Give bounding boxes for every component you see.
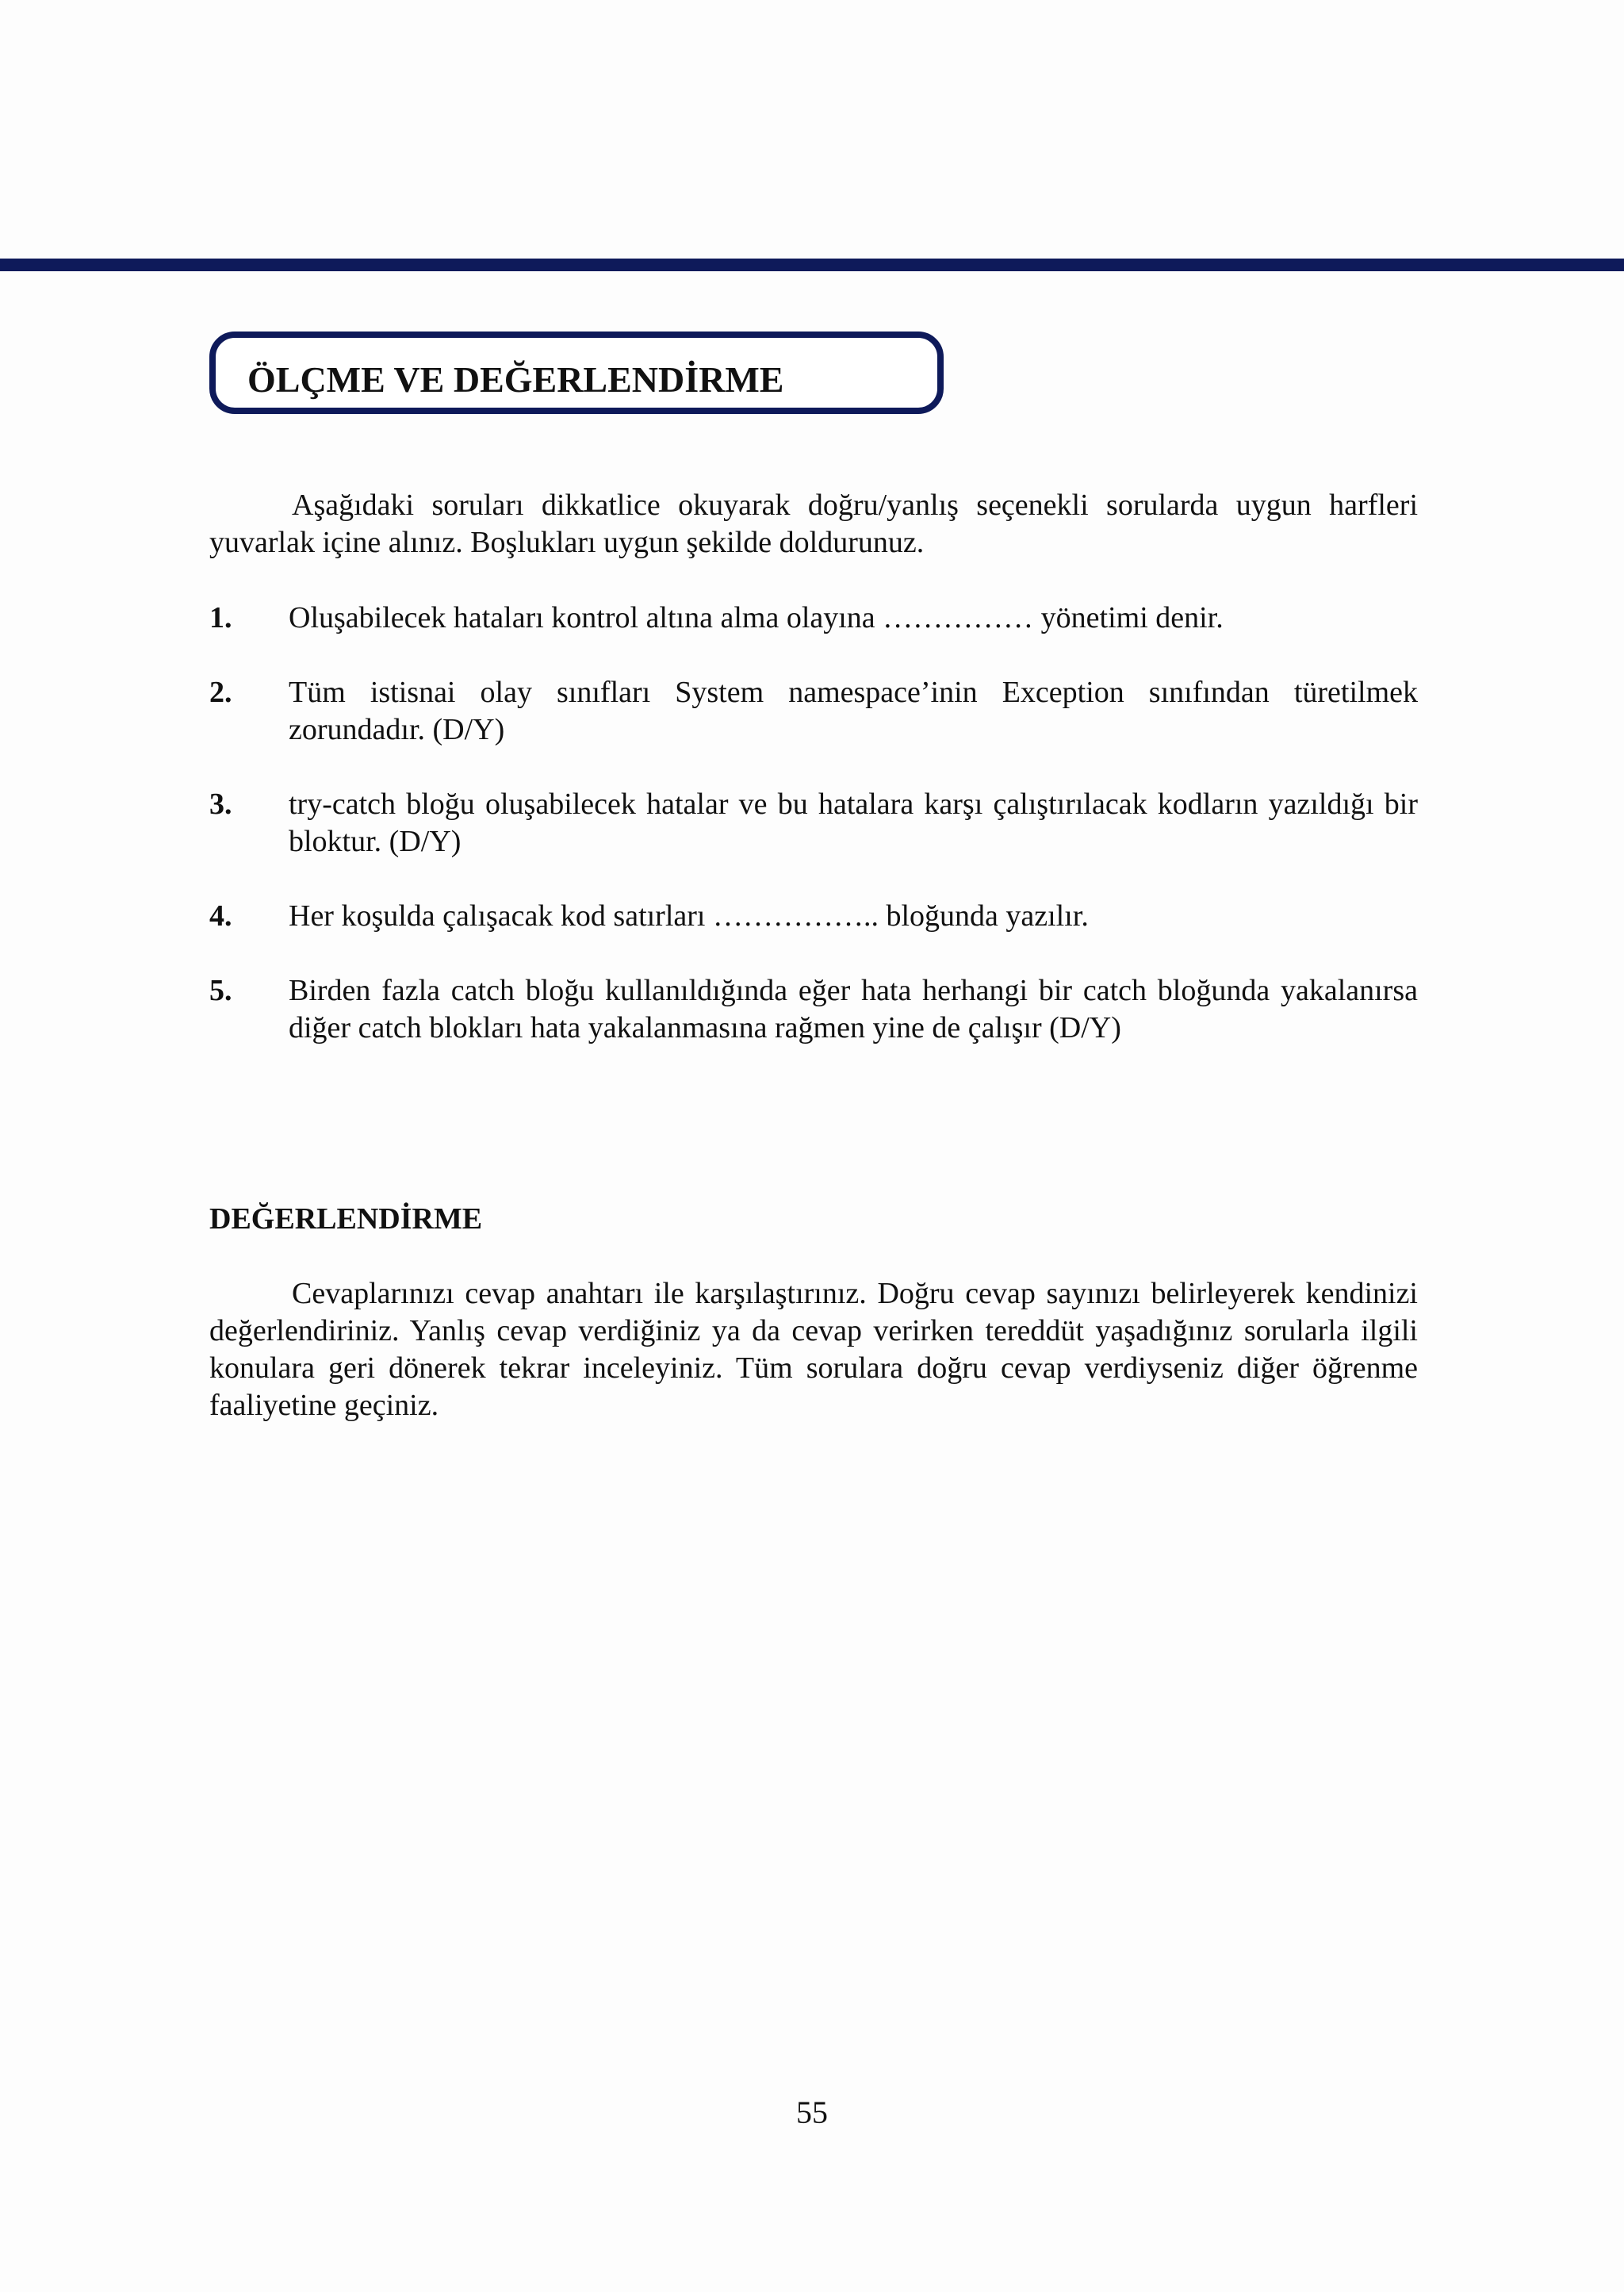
evaluation-heading: DEĞERLENDİRME (209, 1202, 483, 1236)
question-number: 3. (209, 788, 232, 821)
page-number: 55 (796, 2095, 828, 2130)
question-item (209, 674, 1418, 749)
question-number: 1. (209, 601, 232, 634)
evaluation-paragraph: Cevaplarınızı cevap anahtarı ile karşılaştırınız. Doğru cevap sayınızı belirleyerek kendinizi değerlendiriniz. Yanlış cevap verdiğiniz ya da cevap verirken tereddüt yaşadığınız sorularla ilgili konulara geri dönerek tekrar inceleyiniz. Tüm sorulara doğru cevap verdiyseniz diğer öğrenme faaliyetine geçiniz. (209, 1277, 1418, 1422)
question-text: Birden fazla catch bloğu kullanıldığında eğer hata herhangi bir catch bloğunda yakalanırsa diğer catch blokları hata yakalanmasına rağmen yine de çalışır (D/Y) (289, 974, 1418, 1044)
intro-paragraph: Aşağıdaki soruları dikkatlice okuyarak doğru/yanlış seçenekli sorularda uygun harfleri yuvarlak içine alınız. Boşlukları uygun şekilde doldurunuz. (209, 489, 1418, 559)
header-rule (0, 259, 1624, 271)
question-item (209, 786, 1418, 860)
question-text: Her koşulda çalışacak kod satırları …………….. bloğunda yazılır. (289, 899, 1089, 933)
question-item (209, 898, 1418, 935)
question-list (209, 600, 1418, 1084)
question-item (209, 600, 1418, 637)
question-text: Tüm istisnai olay sınıfları System namespace’inin Exception sınıfından türetilmek zorundadır. (D/Y) (289, 676, 1418, 746)
question-text: Oluşabilecek hataları kontrol altına alma olayına …………… yönetimi denir. (289, 601, 1224, 634)
question-item (209, 972, 1418, 1047)
page-title: ÖLÇME VE DEĞERLENDİRME (247, 359, 784, 400)
question-number: 4. (209, 899, 232, 933)
section-title-box (209, 332, 944, 414)
question-text: try-catch bloğu oluşabilecek hatalar ve bu hatalara karşı çalıştırılacak kodların yazıldığı bir bloktur. (D/Y) (289, 788, 1418, 858)
question-number: 5. (209, 974, 232, 1007)
question-number: 2. (209, 676, 232, 709)
